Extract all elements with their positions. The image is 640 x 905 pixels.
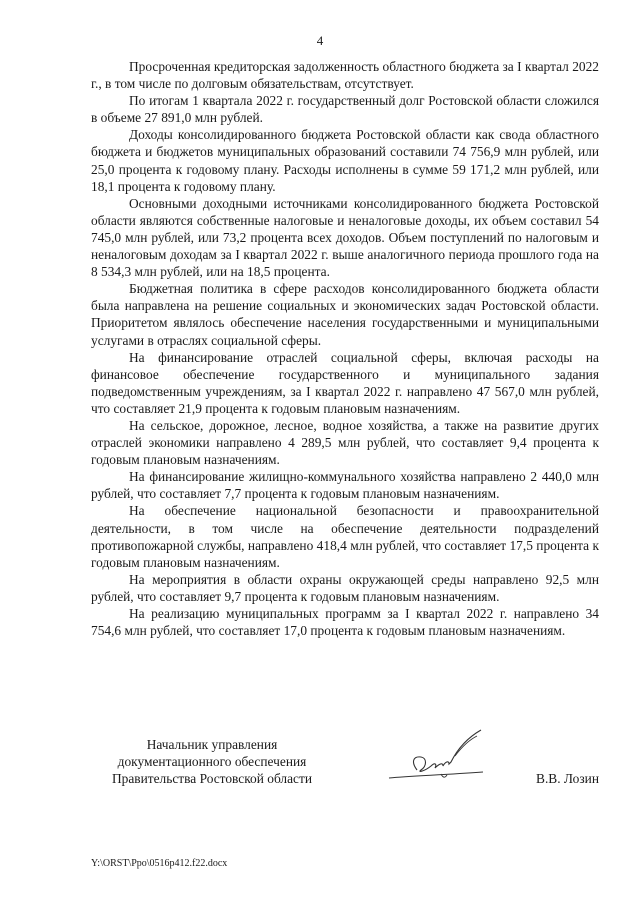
signatory-title-line: Начальник управления (146, 737, 278, 752)
paragraph: На реализацию муниципальных программ за I квартал 2022 г. направлено 34 754,6 млн рублей, что составляет 17,0 процента к годовым плановым назначениям. (91, 606, 599, 639)
signatory-name: В.В. Лозин (536, 771, 599, 786)
signatory-title (91, 736, 333, 787)
paragraph: На финансирование жилищно-коммунального хозяйства направлено 2 440,0 млн рублей, что составляет 7,7 процента к годовым плановым назначениям. (91, 469, 599, 502)
paragraph: Бюджетная политика в сфере расходов консолидированного бюджета области была направлена на решение социальных и экономических задач Ростовской области. Приоритетом являлось обеспечение населения государственными и муниципальными услугами в отраслях социальной сферы. (91, 281, 599, 348)
handwritten-signature (381, 726, 493, 796)
paragraph: На обеспечение национальной безопасности и правоохранительной деятельности, в том числе на обеспечение деятельности подразделений противопожарной службы, направлено 418,4 млн рублей, что составляет 17,5 процента к годовым плановым назначениям. (91, 503, 599, 570)
paragraph: На финансирование отраслей социальной сферы, включая расходы на финансовое обеспечение государственного и муниципального задания подведомственным учреждениям, за I квартал 2022 г. направлено 47 567,0 млн рублей, что составляет 21,9 процента к годовым плановым назначениям. (91, 349, 599, 416)
page-number: 4 (316, 33, 324, 48)
signature-block (91, 736, 599, 806)
paragraph: По итогам 1 квартала 2022 г. государственный долг Ростовской области сложился в объеме 27 891,0 млн рублей. (91, 93, 599, 126)
paragraph: На мероприятия в области охраны окружающей среды направлено 92,5 млн рублей, что составляет 9,7 процента к годовым плановым назначениям. (91, 571, 599, 604)
document-body (91, 58, 599, 639)
signatory-title-line: Правительства Ростовской области (111, 771, 313, 787)
paragraph: Основными доходными источниками консолидированного бюджета Ростовской области являются собственные налоговые и неналоговые доходы, их объем составил 54 745,0 млн рублей, или 73,2 процента всех доходов. Объем поступлений по налоговым и неналоговым доходам за I квартал 2022 г. выше аналогичного периода прошлого года на 8 534,3 млн рублей, или на 18,5 процента. (91, 195, 599, 280)
paragraph: Доходы консолидированного бюджета Ростовской области как свода областного бюджета и бюджетов муниципальных образований составили 74 756,9 млн рублей, или 25,0 процента к годовому плану. Расходы исполнены в сумме 59 171,2 млн рублей, или 18,1 процента к годовому плану. (91, 127, 599, 194)
paragraph: Просроченная кредиторская задолженность областного бюджета за I квартал 2022 г., в том числе по долговым обязательствам, отсутствует. (91, 59, 599, 92)
signatory-title-line: документационного обеспечения (117, 754, 307, 770)
file-path-footer: Y:\ORST\Ppo\0516p412.f22.docx (91, 858, 228, 869)
paragraph: На сельское, дорожное, лесное, водное хозяйства, а также на развитие других отраслей экономики направлено 4 289,5 млн рублей, что составляет 9,4 процента к годовым плановым назначениям. (91, 417, 599, 468)
